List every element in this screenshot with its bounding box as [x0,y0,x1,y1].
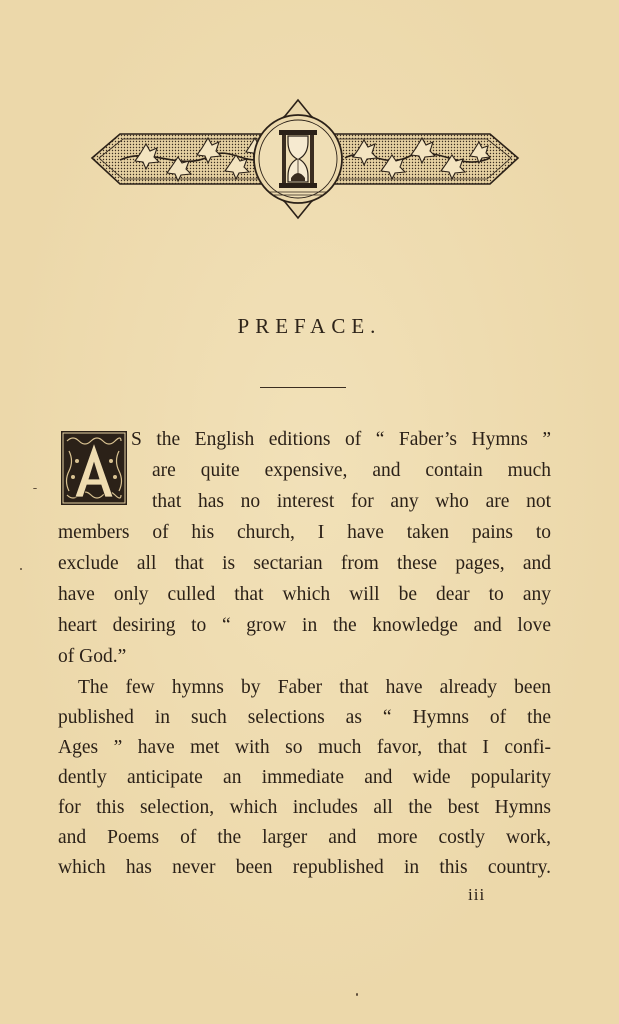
paragraph-line: heart desiring to “ grow in the knowledge and love [58,615,551,636]
paper-speck [33,488,37,489]
paragraph-line: for this selection, which includes all the best Hymns [58,797,551,818]
drop-cap-letter-a-icon [61,431,127,505]
paragraph-line: that has no interest for any who are not [152,491,551,512]
paragraph-line: exclude all that is sectarian from these pages, and [58,553,551,574]
paper-speck [356,993,358,996]
paragraph-line: S the English editions of “ Faber’s Hymns ” [131,429,551,450]
paragraph-line: The few hymns by Faber that have already been [78,677,551,698]
paragraph-line: have only culled that which will be dear to any [58,584,551,605]
hourglass-ornament-icon [90,98,520,222]
paragraph-line: published in such selections as “ Hymns of the [58,707,551,728]
page-number: iii [468,885,486,904]
paragraph-line: of God.” [58,646,127,667]
paragraph-line: are quite expensive, and contain much [152,460,551,481]
paragraph-line: members of his church, I have taken pains to [58,522,551,543]
paragraph-line: Ages ” have met with so much favor, that I confi- [58,737,551,758]
paragraph-line: and Poems of the larger and more costly work, [58,827,551,848]
title-divider [260,387,346,388]
paper-speck [20,568,22,570]
page-title: PREFACE. [237,314,382,338]
paragraph-line: dently anticipate an immediate and wide popularity [58,767,551,788]
paragraph-line: which has never been republished in this country. [58,857,551,878]
